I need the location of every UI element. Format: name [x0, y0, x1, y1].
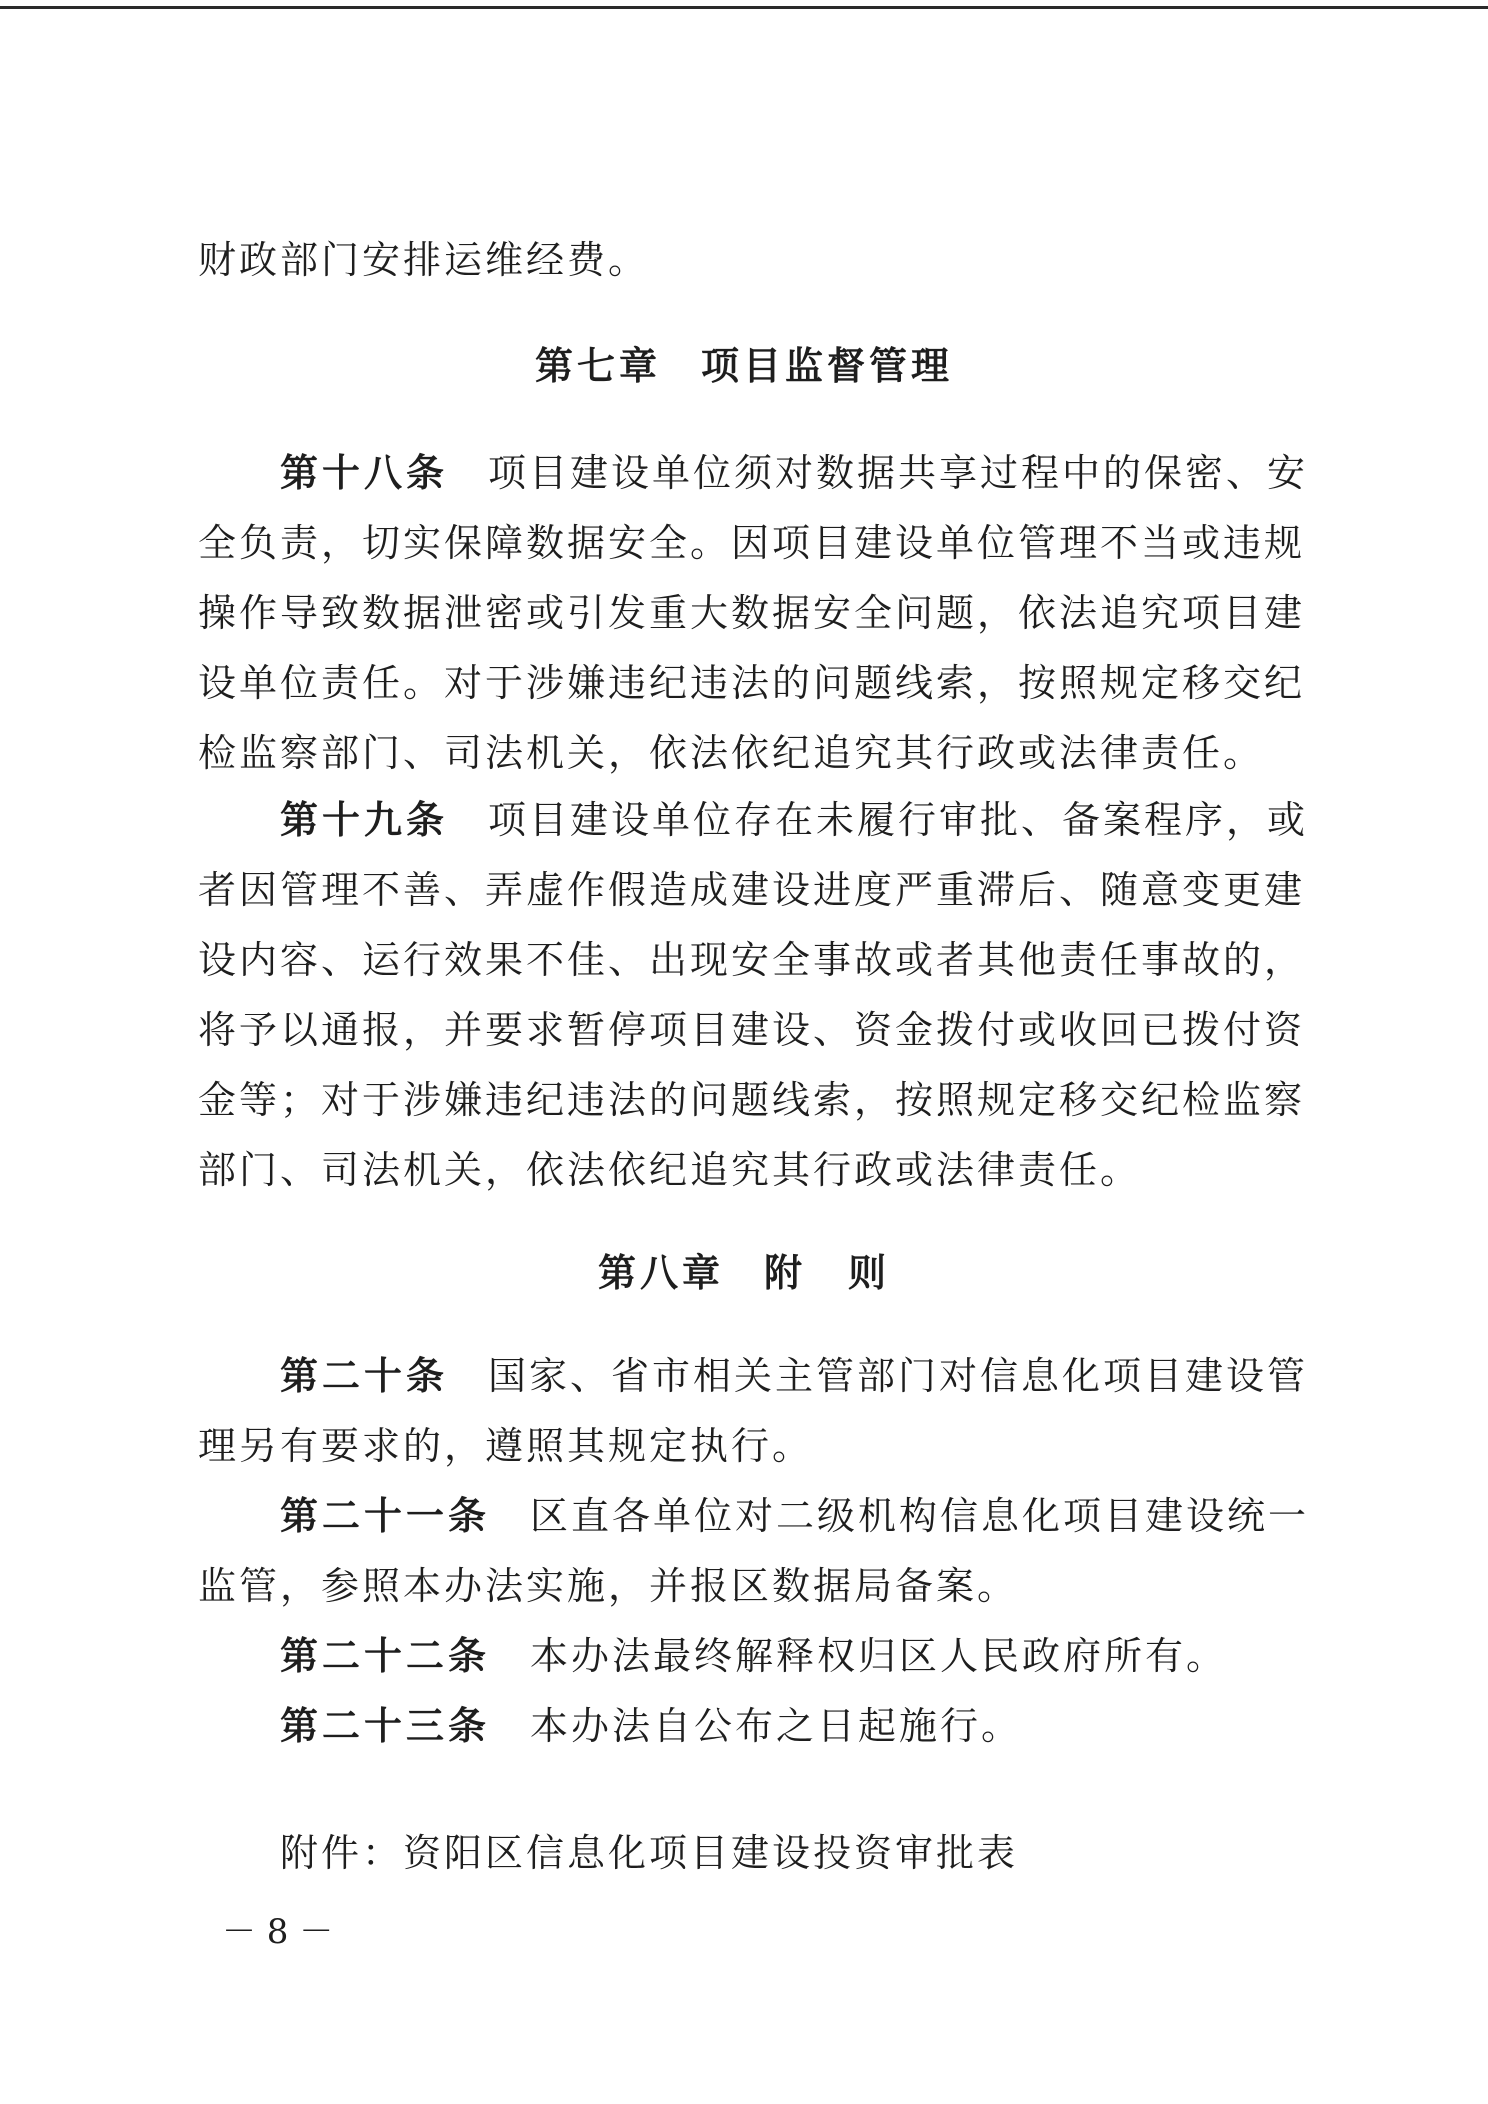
article-22-line: 第二十二条 本办法最终解释权归区人民政府所有。 [280, 1634, 1228, 1678]
article-22-label: 第二十二条 [280, 1634, 491, 1678]
article-19-line-1: 第十九条 项目建设单位存在未履行审批、备案程序，或 [280, 798, 1309, 842]
article-19-line-4: 将予以通报，并要求暂停项目建设、资金拨付或收回已拨付资 [198, 1008, 1306, 1052]
chapter-7-title: 项目监督管理 [701, 344, 954, 388]
article-20-line-2: 理另有要求的，遵照其规定执行。 [198, 1424, 814, 1468]
article-19-line-5: 金等；对于涉嫌违纪违法的问题线索，按照规定移交纪检监察 [198, 1078, 1306, 1122]
article-19-line-2: 者因管理不善、弄虚作假造成建设进度严重滞后、随意变更建 [198, 868, 1306, 912]
article-18-line-5: 检监察部门、司法机关，依法依纪追究其行政或法律责任。 [198, 731, 1265, 775]
article-23-line: 第二十三条 本办法自公布之日起施行。 [280, 1704, 1023, 1748]
article-19-line-3: 设内容、运行效果不佳、出现安全事故或者其他责任事故的， [198, 938, 1306, 982]
article-18-label: 第十八条 [280, 451, 449, 495]
article-21-line-1: 第二十一条 区直各单位对二级机构信息化项目建设统一 [280, 1494, 1310, 1538]
article-18-line-2: 全负责，切实保障数据安全。因项目建设单位管理不当或违规 [198, 521, 1306, 565]
attachment-line: 附件：资阳区信息化项目建设投资审批表 [280, 1831, 1019, 1875]
article-18-line-1: 第十八条 项目建设单位须对数据共享过程中的保密、安 [280, 451, 1309, 495]
article-18-line-3: 操作导致数据泄密或引发重大数据安全问题，依法追究项目建 [198, 591, 1306, 635]
chapter-7-heading [0, 343, 1488, 389]
article-21-line-2: 监管，参照本办法实施，并报区数据局备案。 [198, 1564, 1019, 1608]
article-23-label: 第二十三条 [280, 1704, 491, 1748]
article-20-label: 第二十条 [280, 1354, 449, 1398]
article-19-label: 第十九条 [280, 798, 449, 842]
scan-top-border [0, 6, 1488, 9]
chapter-8-label: 第八章 [597, 1251, 724, 1295]
chapter-8-title: 附 则 [764, 1251, 891, 1295]
page-number: － 8 － [222, 1912, 334, 1952]
article-21-label: 第二十一条 [280, 1494, 491, 1538]
chapter-8-heading [0, 1250, 1488, 1296]
article-19-line-6: 部门、司法机关，依法依纪追究其行政或法律责任。 [198, 1148, 1142, 1192]
chapter-7-label: 第七章 [534, 344, 661, 388]
article-18-line-4: 设单位责任。对于涉嫌违纪违法的问题线索，按照规定移交纪 [198, 661, 1306, 705]
opening-line: 财政部门安排运维经费。 [198, 238, 650, 282]
article-20-line-1: 第二十条 国家、省市相关主管部门对信息化项目建设管 [280, 1354, 1309, 1398]
